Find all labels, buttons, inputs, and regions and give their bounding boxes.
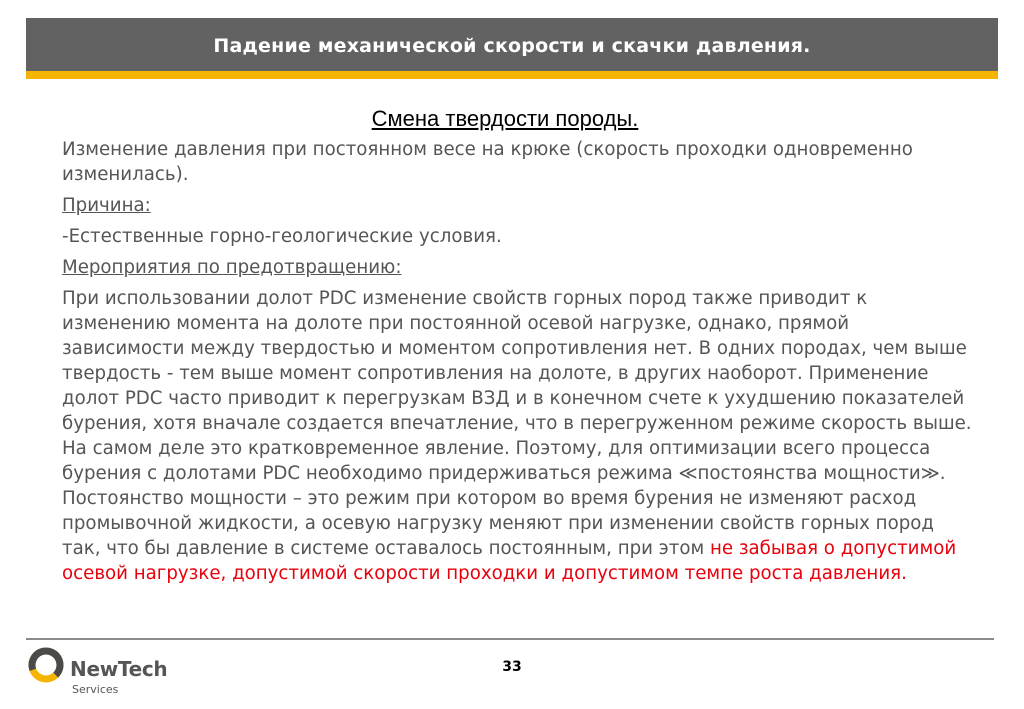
prevention-paragraph	[62, 286, 972, 586]
cause-heading: Причина:	[62, 195, 151, 216]
newtech-logo-icon	[26, 645, 68, 687]
header-accent-stripe	[26, 71, 998, 79]
cause-text: -Естественные горно-геологические условия.	[62, 226, 502, 247]
prevention-highlight: не забывая о допустимой осевой нагрузке, допустимой скорости проходки и допустимом темпе роста давления.	[62, 538, 957, 584]
slide-title: Падение механической скорости и скачки давления.	[213, 34, 811, 57]
slide-content	[62, 137, 972, 592]
company-logo	[26, 643, 186, 703]
logo-name: NewTech	[70, 657, 168, 681]
prevention-heading: Мероприятия по предотвращению:	[62, 257, 402, 278]
footer-divider	[26, 638, 994, 640]
logo-subtitle: Services	[72, 683, 119, 696]
slide-subtitle: Смена твердости породы.	[371, 106, 639, 131]
prevention-text: При использовании долот PDC изменение свойств горных пород также приводит к изменению момента на долоте при постоянной осевой нагрузке, однако, прямой зависимости между твердостью и моментом сопротивления нет. В одних породах, чем выше твердость - тем выше момент сопротивления на долоте, в других наоборот. Применение долот PDC часто приводит к перегрузкам ВЗД и в конечном счете к ухудшению показателей бурения, хотя вначале создается впечатление, что в перегруженном режиме скорость выше. На самом деле это кратковременное явление. Поэтому, для оптимизации всего процесса бурения с долотами PDC необходимо придерживаться режима ≪постоянства мощности≫. Постоянство мощности – это режим при котором во время бурения не изменяют расход промывочной жидкости, а осевую нагрузку меняют при изменении свойств горных пород так, что бы давление в системе оставалось постоянным, при этом	[62, 288, 972, 559]
slide-header	[26, 18, 998, 71]
page-number: 33	[502, 659, 522, 675]
intro-paragraph: Изменение давления при постоянном весе на крюке (скорость проходки одновременно изменилась).	[62, 139, 913, 185]
